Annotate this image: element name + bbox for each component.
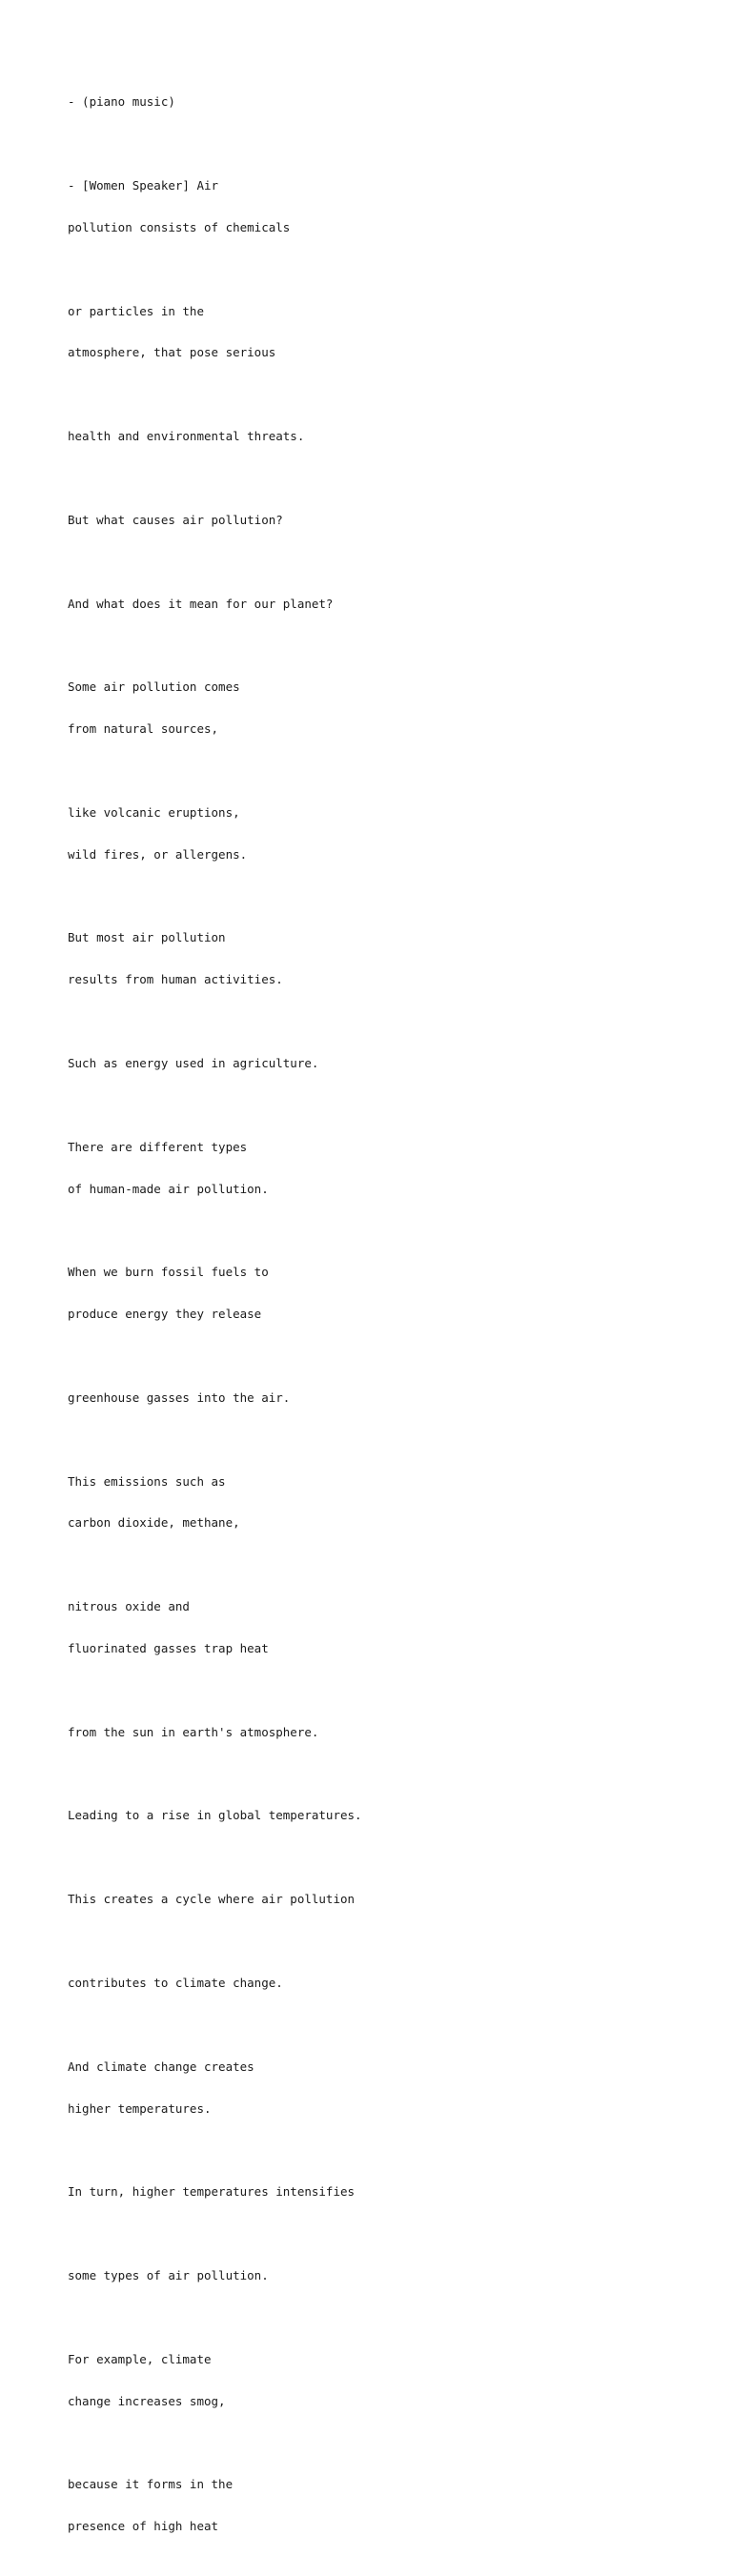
- caption-block: [68, 68, 697, 137]
- caption-block: [68, 1364, 697, 1433]
- caption-block: [68, 903, 697, 1015]
- caption-block: [68, 152, 697, 263]
- caption-line: of human-made air pollution.: [68, 1181, 269, 1196]
- caption-line: - (piano music): [68, 94, 175, 110]
- caption-line: greenhouse gasses into the air.: [68, 1389, 291, 1405]
- caption-line: atmosphere, that pose serious: [68, 345, 276, 360]
- caption-block: [68, 1865, 697, 1935]
- caption-line: change increases smog,: [68, 2393, 226, 2408]
- caption-line: presence of high heat: [68, 2519, 219, 2534]
- caption-line: This emissions such as: [68, 1473, 226, 1489]
- caption-line: produce energy they release: [68, 1307, 262, 1322]
- caption-line: nitrous oxide and: [68, 1599, 190, 1614]
- caption-line: higher temperatures.: [68, 2100, 212, 2116]
- caption-line: When we burn fossil fuels to: [68, 1265, 269, 1280]
- caption-block: [68, 276, 697, 388]
- caption-block: [68, 779, 697, 890]
- caption-line: fluorinated gasses trap heat: [68, 1640, 269, 1655]
- caption-line: For example, climate: [68, 2351, 212, 2366]
- caption-line: In turn, higher temperatures intensifies: [68, 2184, 356, 2200]
- caption-line: results from human activities.: [68, 972, 283, 987]
- caption-line: contributes to climate change.: [68, 1976, 283, 1990]
- caption-block: [68, 2450, 697, 2562]
- caption-block: [68, 2033, 697, 2144]
- caption-line: health and environmental threats.: [68, 429, 305, 444]
- caption-line: wild fires, or allergens.: [68, 846, 248, 862]
- caption-block: [68, 1029, 697, 1099]
- caption-block: [68, 1949, 697, 2018]
- caption-line: - [Women Speaker] Air: [68, 177, 219, 193]
- caption-line: And what does it mean for our planet?: [68, 596, 334, 611]
- caption-block: [68, 2325, 697, 2437]
- caption-block: [68, 2158, 697, 2227]
- caption-block: [68, 402, 697, 472]
- caption-block: [68, 486, 697, 556]
- caption-line: carbon dioxide, methane,: [68, 1515, 240, 1531]
- caption-block: [68, 1698, 697, 1768]
- caption-line: some types of air pollution.: [68, 2268, 269, 2283]
- caption-line: from the sun in earth's atmosphere.: [68, 1724, 319, 1739]
- caption-block: [68, 1572, 697, 1684]
- caption-line: or particles in the: [68, 303, 204, 318]
- caption-line: because it forms in the: [68, 2477, 234, 2492]
- caption-line: Some air pollution comes: [68, 679, 240, 695]
- caption-line: like volcanic eruptions,: [68, 804, 240, 820]
- caption-line: There are different types: [68, 1139, 248, 1154]
- transcript-page: [68, 68, 697, 2576]
- caption-block: [68, 2241, 697, 2311]
- caption-line: from natural sources,: [68, 721, 219, 737]
- caption-block: [68, 1447, 697, 1558]
- caption-line: And climate change creates: [68, 2059, 254, 2074]
- caption-line: pollution consists of chemicals: [68, 219, 291, 234]
- caption-block: [68, 569, 697, 639]
- caption-line: This creates a cycle where air pollution: [68, 1892, 356, 1907]
- caption-line: Leading to a rise in global temperatures.: [68, 1808, 362, 1823]
- caption-block: [68, 1781, 697, 1851]
- caption-line: But most air pollution: [68, 930, 226, 945]
- caption-block: [68, 1238, 697, 1349]
- caption-line: Such as energy used in agriculture.: [68, 1055, 319, 1070]
- caption-line: But what causes air pollution?: [68, 512, 283, 527]
- caption-block: [68, 1113, 697, 1225]
- caption-block: [68, 653, 697, 764]
